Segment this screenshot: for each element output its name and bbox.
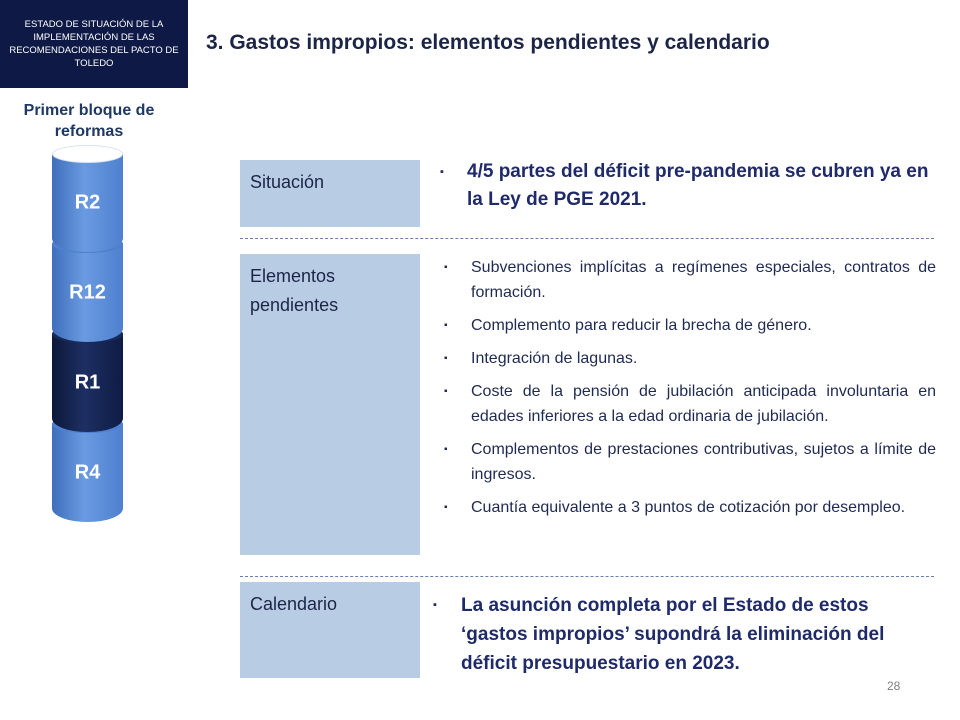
- pendientes-label: Elementos pendientes: [250, 266, 339, 315]
- bullet-icon: ▪: [444, 502, 448, 513]
- divider-1: [240, 238, 934, 239]
- calendario-bullet-text: La asunción completa por el Estado de estos ‘gastos impropios’ supondrá la eliminación del déficit presupuestario en 2023.: [461, 595, 885, 674]
- calendario-label-box: [240, 582, 420, 678]
- bullet-icon: ▪: [444, 262, 448, 273]
- list-item: ▪ Cuantía equivalente a 3 puntos de cotización por desempleo.: [442, 495, 936, 520]
- cylinder-label: R2: [74, 191, 101, 214]
- banner-text: ESTADO DE SITUACIÓN DE LA IMPLEMENTACIÓN DE LAS RECOMENDACIONES DEL PACTO DE TOLEDO: [9, 19, 179, 69]
- bullet-icon: ▪: [433, 599, 437, 611]
- list-item: ▪ Integración de lagunas.: [442, 346, 936, 371]
- bullet-icon: ▪: [444, 320, 448, 331]
- cylinder-label: R1: [74, 371, 101, 394]
- cylinder-r2: [52, 154, 123, 252]
- list-item: ▪ Coste de la pensión de jubilación anticipada involuntaria en edades inferiores a la edad ordinaria de jubilación.: [442, 379, 936, 429]
- cylinder-r1: [52, 334, 123, 432]
- list-item: ▪ Complementos de prestaciones contributivas, sujetos a límite de ingresos.: [442, 437, 936, 487]
- divider-2: [240, 576, 934, 577]
- cylinder-label: R12: [69, 281, 106, 304]
- situacion-label-box: [240, 160, 420, 227]
- list-item: ▪ Complemento para reducir la brecha de género.: [442, 313, 936, 338]
- calendario-text: [433, 591, 933, 678]
- page-title: 3. Gastos impropios: elementos pendientes y calendario: [206, 31, 770, 54]
- bullet-icon: ▪: [444, 444, 448, 455]
- pendientes-label-box: [240, 254, 420, 555]
- cylinder-label: R4: [74, 461, 101, 484]
- situacion-text: [440, 158, 930, 214]
- page-number: 28: [887, 679, 901, 693]
- bullet-icon: ▪: [444, 386, 448, 397]
- cylinder-r4: [52, 424, 123, 522]
- block-label: Primer bloque de reformas: [23, 102, 155, 140]
- calendario-label: Calendario: [250, 594, 338, 614]
- pendientes-list: [442, 255, 936, 528]
- bullet-icon: ▪: [440, 166, 444, 178]
- situacion-label: Situación: [250, 172, 325, 192]
- situacion-bullet-text: 4/5 partes del déficit pre-pandemia se cubren ya en la Ley de PGE 2021.: [467, 161, 929, 210]
- header-banner: [0, 0, 188, 88]
- bullet-icon: ▪: [444, 353, 448, 364]
- list-item: ▪ Subvenciones implícitas a regímenes especiales, contratos de formación.: [442, 255, 936, 305]
- cylinder-r12: [52, 244, 123, 342]
